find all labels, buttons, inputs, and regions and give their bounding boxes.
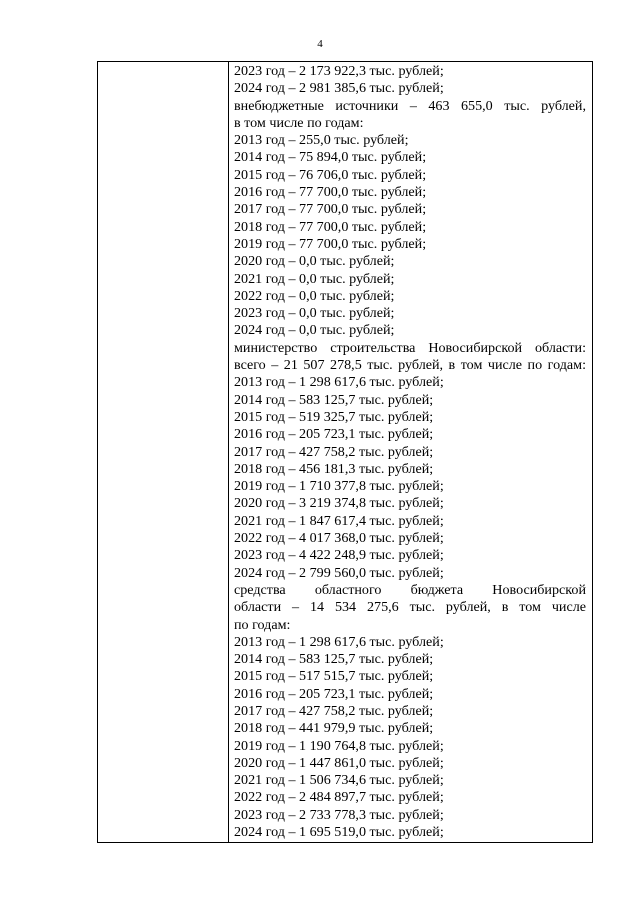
text-line: 2020 год – 1 447 861,0 тыс. рублей; xyxy=(234,754,444,771)
text-line: 2024 год – 2 799 560,0 тыс. рублей; xyxy=(234,564,444,581)
text-line: 2023 год – 0,0 тыс. рублей; xyxy=(234,305,395,322)
text-line: 2021 год – 1 847 617,4 тыс. рублей; xyxy=(234,512,444,529)
text-line: министерство строительства Новосибирской области: xyxy=(234,339,586,356)
text-line: 2014 год – 583 125,7 тыс. рублей; xyxy=(234,651,434,668)
text-line: 2019 год – 1 710 377,8 тыс. рублей; xyxy=(234,478,444,495)
funding-text-column xyxy=(234,63,586,841)
text-line: 2021 год – 1 506 734,6 тыс. рублей; xyxy=(234,772,444,789)
text-line: 2015 год – 517 515,7 тыс. рублей; xyxy=(234,668,434,685)
text-line: 2021 год – 0,0 тыс. рублей; xyxy=(234,270,395,287)
text-line: 2018 год – 456 181,3 тыс. рублей; xyxy=(234,460,434,477)
text-line: 2017 год – 427 758,2 тыс. рублей; xyxy=(234,443,434,460)
text-line: 2022 год – 0,0 тыс. рублей; xyxy=(234,287,395,304)
text-line: 2015 год – 519 325,7 тыс. рублей; xyxy=(234,408,434,425)
text-line: 2016 год – 77 700,0 тыс. рублей; xyxy=(234,184,427,201)
document-table xyxy=(97,61,593,843)
text-line: 2017 год – 427 758,2 тыс. рублей; xyxy=(234,702,434,719)
text-line: области – 14 534 275,6 тыс. рублей, в том числе xyxy=(234,599,586,616)
text-line: 2013 год – 1 298 617,6 тыс. рублей; xyxy=(234,633,444,650)
text-line: 2022 год – 2 484 897,7 тыс. рублей; xyxy=(234,789,444,806)
text-line: 2020 год – 0,0 тыс. рублей; xyxy=(234,253,395,270)
text-line: по годам: xyxy=(234,616,291,633)
text-line: 2015 год – 76 706,0 тыс. рублей; xyxy=(234,166,427,183)
text-line: 2024 год – 2 981 385,6 тыс. рублей; xyxy=(234,80,444,97)
text-line: 2020 год – 3 219 374,8 тыс. рублей; xyxy=(234,495,444,512)
text-line: 2023 год – 2 173 922,3 тыс. рублей; xyxy=(234,63,444,79)
text-line: 2016 год – 205 723,1 тыс. рублей; xyxy=(234,685,434,702)
text-line: 2023 год – 2 733 778,3 тыс. рублей; xyxy=(234,806,444,823)
column-divider xyxy=(228,62,229,842)
page-number: 4 xyxy=(317,38,323,50)
text-line: 2019 год – 77 700,0 тыс. рублей; xyxy=(234,235,427,252)
text-line: 2018 год – 77 700,0 тыс. рублей; xyxy=(234,218,427,235)
text-line: 2018 год – 441 979,9 тыс. рублей; xyxy=(234,720,434,737)
text-line: 2014 год – 75 894,0 тыс. рублей; xyxy=(234,149,427,166)
text-line: в том числе по годам: xyxy=(234,114,364,131)
text-line: 2024 год – 0,0 тыс. рублей; xyxy=(234,322,395,339)
text-line: 2024 год – 1 695 519,0 тыс. рублей; xyxy=(234,824,444,841)
text-line: внебюджетные источники – 463 655,0 тыс. рублей, xyxy=(234,97,586,114)
text-line: 2023 год – 4 422 248,9 тыс. рублей; xyxy=(234,547,444,564)
text-line: 2022 год – 4 017 368,0 тыс. рублей; xyxy=(234,530,444,547)
text-line: 2014 год – 583 125,7 тыс. рублей; xyxy=(234,391,434,408)
text-line: 2016 год – 205 723,1 тыс. рублей; xyxy=(234,426,434,443)
text-line: 2017 год – 77 700,0 тыс. рублей; xyxy=(234,201,427,218)
text-line: всего – 21 507 278,5 тыс. рублей, в том числе по годам: xyxy=(234,357,586,374)
text-line: 2019 год – 1 190 764,8 тыс. рублей; xyxy=(234,737,444,754)
text-line: средства областного бюджета Новосибирской xyxy=(234,581,586,598)
text-line: 2013 год – 1 298 617,6 тыс. рублей; xyxy=(234,374,444,391)
text-line: 2013 год – 255,0 тыс. рублей; xyxy=(234,132,409,149)
